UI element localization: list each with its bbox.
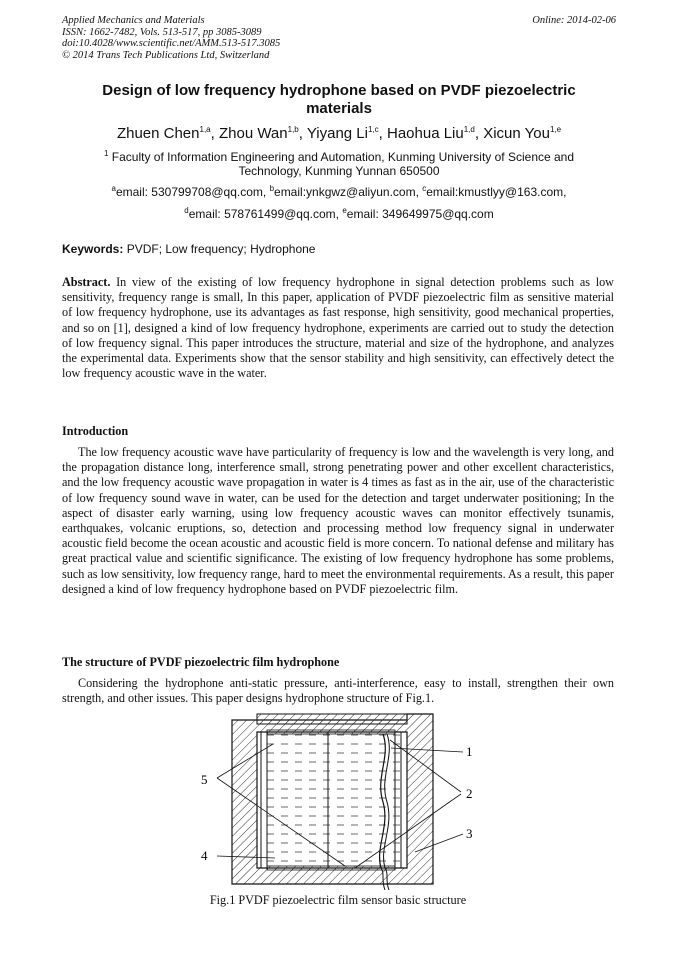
- hydrophone-structure-figure: [195, 712, 495, 890]
- email-sup: e: [342, 206, 347, 215]
- author-name: Zhou Wan: [218, 125, 288, 142]
- introduction-text: The low frequency acoustic wave have particularity of frequency is low and the wavelength is very long, and the propagation distance long, interference small, strong penetrating power and other excellent characteristics, and the low frequency acoustic wave propagation in water is 4 times as fast as in the air, use of the characteristic of low frequency sound wave in water, can be used for the detection and target underwater positioning; In the aspect of disaster early warning, using low frequency acoustic waves can monitor effectively tsunamis, earthquakes, volcanic eruptions, so, detection and processing method low frequency signal in underwater acoustic field become the ocean acoustic and acoustic field is more concern. To national defense and military has great practical value and scientific significance. The existing of low frequency hydrophone has some problems, such as low sensitivity, low frequency range, hard to meet the environmental requirements. As a result, this paper designed a kind of low frequency hydrophone based on PVDF piezoelectric film.: [62, 445, 614, 596]
- abstract-text: In view of the existing of low frequency hydrophone in signal detection problems such as low sensitivity, frequency range is small, In this paper, application of PVDF piezoelectric film as sensitive material of low frequency hydrophone, use its advantages as fast response, high sensitivity, good mechanical properties, and so on [1], designed a kind of low frequency hydrophone, experiments are carried out to study the detection of low frequency signal. This paper introduces the structure, material and size of the hydrophone, and analyzes the experimental data. Experiments show that the sensor stability and high sensitivity, can effectively detect the low frequency acoustic wave in the water.: [62, 275, 614, 381]
- label-3: 3: [466, 826, 473, 841]
- author-list: Zhuen Chen$^{1,a}$, Zhou Wan$^{1,b}$, Yiyang Li$^{1,c}$, Haohua Liu$^{1,d}$, Xicun You$^{1,e}$: [116, 125, 562, 142]
- top-cap: [257, 714, 407, 724]
- affiliation-line-2: Technology, Kunming Yunnan 650500: [238, 164, 440, 178]
- label-4: 4: [201, 848, 208, 863]
- author-name: Zhuen Chen: [116, 125, 200, 142]
- author-sup: 1,a: [199, 125, 211, 134]
- email-c: email:kmustlyy@163.com,: [426, 185, 567, 199]
- bottom-electrode: [267, 866, 395, 870]
- author-name: Yiyang Li: [306, 125, 368, 142]
- author-sup: 1,b: [287, 125, 299, 134]
- structure-text: Considering the hydrophone anti-static pressure, anti-interference, easy to install, strengthen their own strength, and other issues. This paper designs hydrophone structure of Fig.1.: [62, 676, 614, 706]
- author-sup: 1,e: [549, 125, 562, 134]
- email-line-1: [40, 185, 638, 199]
- email-sup: a: [111, 184, 116, 193]
- journal-header: [62, 15, 280, 61]
- abstract: [62, 275, 614, 381]
- journal-name: Applied Mechanics and Materials: [62, 15, 205, 26]
- label-1: 1: [466, 744, 473, 759]
- author-name: Haohua Liu: [387, 125, 464, 142]
- online-date: Online: 2014-02-06: [532, 15, 616, 26]
- keywords-label: Keywords:: [62, 242, 124, 256]
- doi-line: doi:10.4028/www.scientific.net/AMM.513-517.3085: [62, 38, 281, 49]
- author-name: Xicun You: [483, 125, 550, 142]
- email-b: email:ynkgwz@aliyun.com,: [274, 185, 423, 199]
- email-e: email: 349649975@qq.com: [346, 207, 494, 221]
- affiliation-sup: 1: [103, 149, 109, 158]
- structure-heading: The structure of PVDF piezoelectric film hydrophone: [62, 655, 340, 669]
- email-line-2: [40, 207, 638, 221]
- email-sup: c: [422, 184, 427, 193]
- affiliation-line-1: Faculty of Information Engineering and Automation, Kunming University of Science and: [111, 150, 575, 164]
- figure-caption: Fig.1 PVDF piezoelectric film sensor basic structure: [209, 893, 467, 907]
- top-electrode: [267, 730, 395, 734]
- paper-title: Design of low frequency hydrophone based on PVDF piezoelectric materials: [102, 82, 576, 117]
- email-d: email: 578761499@qq.com,: [188, 207, 343, 221]
- keywords: [62, 242, 315, 256]
- email-sup: d: [184, 206, 189, 215]
- email-a: email: 530799708@qq.com,: [115, 185, 270, 199]
- author-sup: 1,c: [367, 125, 379, 134]
- copyright-line: © 2014 Trans Tech Publications Ltd, Switzerland: [62, 49, 270, 61]
- label-2: 2: [466, 786, 473, 801]
- keywords-text: PVDF; Low frequency; Hydrophone: [123, 242, 316, 256]
- email-sup: b: [269, 184, 275, 193]
- introduction-heading: Introduction: [62, 424, 129, 438]
- author-sup: 1,d: [463, 125, 475, 134]
- issn-line: ISSN: 1662-7482, Vols. 513-517, pp 3085-3089: [62, 26, 262, 38]
- abstract-label: Abstract.: [62, 275, 111, 289]
- label-5: 5: [201, 772, 208, 787]
- affiliation: [70, 150, 608, 178]
